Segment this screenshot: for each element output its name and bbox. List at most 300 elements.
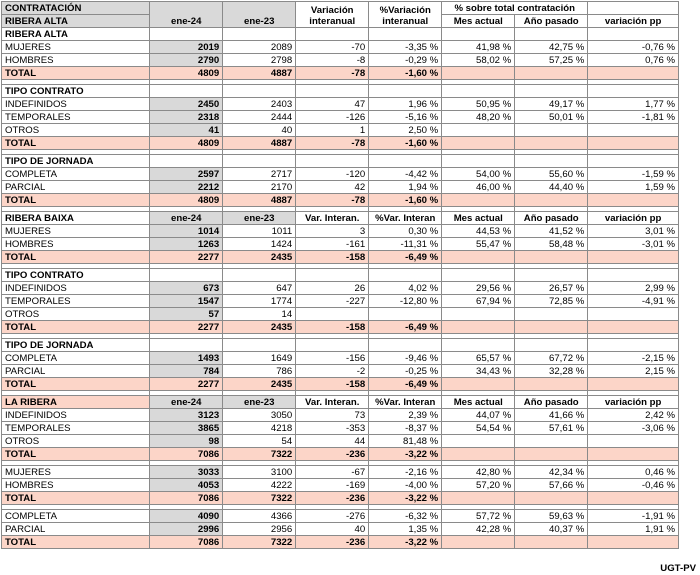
section-header-cell xyxy=(223,269,296,282)
table-row xyxy=(2,124,679,137)
col-header-pct-variacion: %Variación interanual xyxy=(369,2,442,28)
value-cell: 3100 xyxy=(223,466,296,479)
table-row xyxy=(2,238,679,251)
col-header-ene24: ene-24 xyxy=(150,2,223,28)
value-cell: -1,81 % xyxy=(588,111,679,124)
section-header-cell: %Var. Interan xyxy=(369,212,442,225)
value-cell: 2,42 % xyxy=(588,409,679,422)
value-cell: -78 xyxy=(296,137,369,150)
section-header-cell: Var. Interan. xyxy=(296,212,369,225)
section-header-cell xyxy=(442,28,515,41)
value-cell: -1,60 % xyxy=(369,194,442,207)
table-row xyxy=(2,479,679,492)
value-cell: 7322 xyxy=(223,448,296,461)
value-cell: 3123 xyxy=(150,409,223,422)
value-cell xyxy=(515,448,588,461)
value-cell: -1,91 % xyxy=(588,510,679,523)
col-header-mes-actual: Mes actual xyxy=(442,15,515,28)
value-cell: 57 xyxy=(150,308,223,321)
value-cell: 41,66 % xyxy=(515,409,588,422)
col-header-ene23: ene-23 xyxy=(223,2,296,28)
value-cell xyxy=(515,378,588,391)
value-cell: 44,07 % xyxy=(442,409,515,422)
value-cell: 47 xyxy=(296,98,369,111)
value-cell: 1774 xyxy=(223,295,296,308)
value-cell: -1,60 % xyxy=(369,137,442,150)
row-label: COMPLETA xyxy=(2,510,150,523)
section-header-cell: ene-24 xyxy=(150,396,223,409)
value-cell xyxy=(442,308,515,321)
value-cell: 50,95 % xyxy=(442,98,515,111)
value-cell: 2790 xyxy=(150,54,223,67)
value-cell: 4,02 % xyxy=(369,282,442,295)
value-cell: 81,48 % xyxy=(369,435,442,448)
value-cell: 44 xyxy=(296,435,369,448)
table-row xyxy=(2,510,679,523)
value-cell: 3,01 % xyxy=(588,225,679,238)
total-row xyxy=(2,448,679,461)
table-row xyxy=(2,54,679,67)
value-cell: 54 xyxy=(223,435,296,448)
row-label: TOTAL xyxy=(2,321,150,334)
value-cell: -158 xyxy=(296,251,369,264)
value-cell: -2,16 % xyxy=(369,466,442,479)
value-cell: -12,80 % xyxy=(369,295,442,308)
value-cell: -120 xyxy=(296,168,369,181)
value-cell: -4,42 % xyxy=(369,168,442,181)
value-cell: 2403 xyxy=(223,98,296,111)
value-cell: 2,15 % xyxy=(588,365,679,378)
value-cell xyxy=(588,67,679,80)
value-cell: 54,54 % xyxy=(442,422,515,435)
table-row xyxy=(2,282,679,295)
value-cell: 2956 xyxy=(223,523,296,536)
value-cell: 44,40 % xyxy=(515,181,588,194)
value-cell: 4218 xyxy=(223,422,296,435)
value-cell xyxy=(588,194,679,207)
value-cell: 2212 xyxy=(150,181,223,194)
value-cell: -3,06 % xyxy=(588,422,679,435)
row-label: COMPLETA xyxy=(2,352,150,365)
value-cell xyxy=(369,308,442,321)
value-cell: -3,01 % xyxy=(588,238,679,251)
value-cell: 2277 xyxy=(150,251,223,264)
row-label: INDEFINIDOS xyxy=(2,409,150,422)
section-header-cell xyxy=(369,155,442,168)
section-header-cell: Año pasado xyxy=(515,212,588,225)
table-row xyxy=(2,181,679,194)
section-header-cell xyxy=(223,85,296,98)
section-header-cell xyxy=(588,269,679,282)
row-label: TOTAL xyxy=(2,67,150,80)
value-cell: 2435 xyxy=(223,321,296,334)
section-header-cell xyxy=(515,269,588,282)
value-cell: 2798 xyxy=(223,54,296,67)
section-header-cell xyxy=(515,85,588,98)
row-label: MUJERES xyxy=(2,466,150,479)
value-cell: 7086 xyxy=(150,492,223,505)
section-header-cell: Var. Interan. xyxy=(296,396,369,409)
section-title-row xyxy=(2,155,679,168)
row-label: INDEFINIDOS xyxy=(2,282,150,295)
table-row xyxy=(2,466,679,479)
value-cell: -67 xyxy=(296,466,369,479)
section-header-cell xyxy=(223,339,296,352)
value-cell: 2450 xyxy=(150,98,223,111)
value-cell xyxy=(588,137,679,150)
value-cell: -158 xyxy=(296,321,369,334)
value-cell xyxy=(296,308,369,321)
section-header-cell: ene-23 xyxy=(223,396,296,409)
section-header-cell: ene-24 xyxy=(150,212,223,225)
value-cell xyxy=(515,67,588,80)
value-cell: -0,76 % xyxy=(588,41,679,54)
row-label: TEMPORALES xyxy=(2,295,150,308)
value-cell: -161 xyxy=(296,238,369,251)
value-cell: -0,29 % xyxy=(369,54,442,67)
section-title-row xyxy=(2,339,679,352)
value-cell: -3,22 % xyxy=(369,492,442,505)
value-cell: 40,37 % xyxy=(515,523,588,536)
value-cell: -2 xyxy=(296,365,369,378)
row-label: HOMBRES xyxy=(2,54,150,67)
row-label: PARCIAL xyxy=(2,523,150,536)
section-header-cell xyxy=(442,155,515,168)
value-cell: 4809 xyxy=(150,137,223,150)
value-cell: -0,46 % xyxy=(588,479,679,492)
value-cell: -8 xyxy=(296,54,369,67)
value-cell: 44,53 % xyxy=(442,225,515,238)
value-cell: 7322 xyxy=(223,492,296,505)
value-cell: 2,99 % xyxy=(588,282,679,295)
row-label: HOMBRES xyxy=(2,479,150,492)
value-cell xyxy=(442,67,515,80)
table-row xyxy=(2,435,679,448)
value-cell: 3033 xyxy=(150,466,223,479)
section-header-cell xyxy=(442,339,515,352)
value-cell: 1,94 % xyxy=(369,181,442,194)
value-cell xyxy=(515,137,588,150)
value-cell: 40 xyxy=(223,124,296,137)
value-cell: 3865 xyxy=(150,422,223,435)
value-cell: 2170 xyxy=(223,181,296,194)
section-header-cell xyxy=(442,269,515,282)
section-title: TIPO CONTRATO xyxy=(2,269,150,282)
value-cell: 73 xyxy=(296,409,369,422)
value-cell xyxy=(442,492,515,505)
section-header-cell: Mes actual xyxy=(442,396,515,409)
row-label: COMPLETA xyxy=(2,168,150,181)
value-cell xyxy=(515,435,588,448)
table-row xyxy=(2,295,679,308)
value-cell: 2717 xyxy=(223,168,296,181)
total-row xyxy=(2,378,679,391)
value-cell: 41 xyxy=(150,124,223,137)
section-header-cell xyxy=(588,28,679,41)
table-row xyxy=(2,168,679,181)
value-cell: 4887 xyxy=(223,67,296,80)
row-label: TOTAL xyxy=(2,194,150,207)
value-cell: 2318 xyxy=(150,111,223,124)
section-title-row xyxy=(2,396,679,409)
section-title: TIPO CONTRATO xyxy=(2,85,150,98)
total-row xyxy=(2,251,679,264)
value-cell: -6,49 % xyxy=(369,378,442,391)
value-cell xyxy=(588,378,679,391)
col-header-variacion-pp: variación pp xyxy=(588,15,679,28)
table-title: CONTRATACIÓN xyxy=(2,2,150,15)
value-cell: 4809 xyxy=(150,194,223,207)
section-header-cell: Mes actual xyxy=(442,212,515,225)
value-cell: 1493 xyxy=(150,352,223,365)
value-cell xyxy=(588,308,679,321)
value-cell: 7086 xyxy=(150,448,223,461)
value-cell: 40 xyxy=(296,523,369,536)
row-label: MUJERES xyxy=(2,41,150,54)
value-cell xyxy=(515,321,588,334)
value-cell: 42,34 % xyxy=(515,466,588,479)
value-cell: 67,72 % xyxy=(515,352,588,365)
section-title-row xyxy=(2,269,679,282)
row-label: MUJERES xyxy=(2,225,150,238)
value-cell: 42,80 % xyxy=(442,466,515,479)
value-cell: -70 xyxy=(296,41,369,54)
row-label: TOTAL xyxy=(2,536,150,549)
value-cell: -236 xyxy=(296,492,369,505)
value-cell xyxy=(515,308,588,321)
value-cell: 42 xyxy=(296,181,369,194)
value-cell: 2019 xyxy=(150,41,223,54)
value-cell xyxy=(588,435,679,448)
table-row xyxy=(2,422,679,435)
value-cell: 58,02 % xyxy=(442,54,515,67)
value-cell: 57,72 % xyxy=(442,510,515,523)
value-cell: -1,60 % xyxy=(369,67,442,80)
table-row xyxy=(2,523,679,536)
section-header-cell xyxy=(588,85,679,98)
value-cell xyxy=(588,448,679,461)
value-cell: 1263 xyxy=(150,238,223,251)
value-cell: 48,20 % xyxy=(442,111,515,124)
row-label: INDEFINIDOS xyxy=(2,98,150,111)
value-cell xyxy=(442,435,515,448)
section-title-row xyxy=(2,85,679,98)
table-row xyxy=(2,308,679,321)
row-label: TOTAL xyxy=(2,137,150,150)
section-title: TIPO DE JORNADA xyxy=(2,155,150,168)
table-row xyxy=(2,352,679,365)
value-cell: -126 xyxy=(296,111,369,124)
row-label: TOTAL xyxy=(2,448,150,461)
value-cell: -9,46 % xyxy=(369,352,442,365)
value-cell: 0,46 % xyxy=(588,466,679,479)
section-header-cell xyxy=(588,155,679,168)
value-cell: -6,49 % xyxy=(369,251,442,264)
table-row xyxy=(2,41,679,54)
section-title: TIPO DE JORNADA xyxy=(2,339,150,352)
header-row-1 xyxy=(2,2,679,15)
section-title: RIBERA BAIXA xyxy=(2,212,150,225)
section-header-cell xyxy=(150,85,223,98)
value-cell: 2089 xyxy=(223,41,296,54)
value-cell xyxy=(588,536,679,549)
value-cell xyxy=(442,124,515,137)
section-header-cell xyxy=(515,155,588,168)
value-cell xyxy=(442,194,515,207)
section-header-cell xyxy=(223,155,296,168)
value-cell: 57,20 % xyxy=(442,479,515,492)
value-cell: 57,61 % xyxy=(515,422,588,435)
value-cell: 65,57 % xyxy=(442,352,515,365)
value-cell: -169 xyxy=(296,479,369,492)
value-cell: 14 xyxy=(223,308,296,321)
section-header-cell xyxy=(296,28,369,41)
section-header-cell: %Var. Interan xyxy=(369,396,442,409)
value-cell: 42,75 % xyxy=(515,41,588,54)
section-header-cell xyxy=(150,339,223,352)
section-header-cell: variación pp xyxy=(588,396,679,409)
value-cell: -3,35 % xyxy=(369,41,442,54)
value-cell: 2277 xyxy=(150,321,223,334)
value-cell: -78 xyxy=(296,67,369,80)
value-cell: 67,94 % xyxy=(442,295,515,308)
value-cell: -6,49 % xyxy=(369,321,442,334)
value-cell: 1,91 % xyxy=(588,523,679,536)
section-header-cell: variación pp xyxy=(588,212,679,225)
value-cell: 57,25 % xyxy=(515,54,588,67)
table-row xyxy=(2,98,679,111)
value-cell: 26 xyxy=(296,282,369,295)
footer-label: UGT-PV xyxy=(660,563,696,574)
value-cell xyxy=(442,137,515,150)
row-label: OTROS xyxy=(2,124,150,137)
total-row xyxy=(2,67,679,80)
value-cell: -78 xyxy=(296,194,369,207)
value-cell: 4366 xyxy=(223,510,296,523)
section-header-cell xyxy=(369,269,442,282)
value-cell: 786 xyxy=(223,365,296,378)
value-cell xyxy=(442,536,515,549)
section-header-cell xyxy=(150,269,223,282)
section-title-row xyxy=(2,212,679,225)
section-header-cell: Año pasado xyxy=(515,396,588,409)
value-cell: 41,98 % xyxy=(442,41,515,54)
value-cell: 4053 xyxy=(150,479,223,492)
section-title-row xyxy=(2,28,679,41)
value-cell: 7322 xyxy=(223,536,296,549)
value-cell: -1,59 % xyxy=(588,168,679,181)
value-cell: 49,17 % xyxy=(515,98,588,111)
section-header-cell xyxy=(296,155,369,168)
value-cell: -8,37 % xyxy=(369,422,442,435)
value-cell: 1649 xyxy=(223,352,296,365)
value-cell: 58,48 % xyxy=(515,238,588,251)
value-cell: 2435 xyxy=(223,251,296,264)
value-cell: 50,01 % xyxy=(515,111,588,124)
section-header-cell: ene-23 xyxy=(223,212,296,225)
value-cell xyxy=(515,251,588,264)
col-group-spacer xyxy=(588,2,679,15)
value-cell: -353 xyxy=(296,422,369,435)
value-cell: -236 xyxy=(296,448,369,461)
value-cell: 98 xyxy=(150,435,223,448)
row-label: TOTAL xyxy=(2,378,150,391)
table-row xyxy=(2,365,679,378)
value-cell: 1014 xyxy=(150,225,223,238)
section-header-cell xyxy=(369,85,442,98)
value-cell: 2,39 % xyxy=(369,409,442,422)
value-cell: 41,52 % xyxy=(515,225,588,238)
value-cell xyxy=(442,378,515,391)
value-cell: 1,35 % xyxy=(369,523,442,536)
value-cell: 1547 xyxy=(150,295,223,308)
section-title: RIBERA ALTA xyxy=(2,28,150,41)
value-cell xyxy=(442,321,515,334)
value-cell: 2,50 % xyxy=(369,124,442,137)
section-header-cell xyxy=(588,339,679,352)
value-cell: 1 xyxy=(296,124,369,137)
value-cell: 2597 xyxy=(150,168,223,181)
row-label: OTROS xyxy=(2,435,150,448)
value-cell: 4887 xyxy=(223,137,296,150)
value-cell: 59,63 % xyxy=(515,510,588,523)
total-row xyxy=(2,492,679,505)
value-cell: 0,76 % xyxy=(588,54,679,67)
value-cell: 2435 xyxy=(223,378,296,391)
value-cell: -0,25 % xyxy=(369,365,442,378)
section-header-cell xyxy=(150,28,223,41)
row-label: TOTAL xyxy=(2,492,150,505)
total-row xyxy=(2,321,679,334)
value-cell: 46,00 % xyxy=(442,181,515,194)
value-cell: 72,85 % xyxy=(515,295,588,308)
value-cell: -158 xyxy=(296,378,369,391)
value-cell xyxy=(515,536,588,549)
value-cell xyxy=(588,321,679,334)
value-cell xyxy=(515,492,588,505)
value-cell: 42,28 % xyxy=(442,523,515,536)
value-cell: -3,22 % xyxy=(369,536,442,549)
row-label: TOTAL xyxy=(2,251,150,264)
section-header-cell xyxy=(296,339,369,352)
table-row xyxy=(2,225,679,238)
value-cell: 32,28 % xyxy=(515,365,588,378)
value-cell: -2,15 % xyxy=(588,352,679,365)
total-row xyxy=(2,194,679,207)
value-cell: 29,56 % xyxy=(442,282,515,295)
col-header-variacion: Variación interanual xyxy=(296,2,369,28)
col-header-ano-pasado: Año pasado xyxy=(515,15,588,28)
value-cell: 3050 xyxy=(223,409,296,422)
section-header-cell xyxy=(442,85,515,98)
table-row xyxy=(2,409,679,422)
section-header-cell xyxy=(296,85,369,98)
value-cell xyxy=(442,251,515,264)
row-label: PARCIAL xyxy=(2,181,150,194)
value-cell xyxy=(588,124,679,137)
value-cell: 1011 xyxy=(223,225,296,238)
row-label: PARCIAL xyxy=(2,365,150,378)
section-header-cell xyxy=(515,339,588,352)
value-cell xyxy=(442,448,515,461)
row-label: OTROS xyxy=(2,308,150,321)
row-label: TEMPORALES xyxy=(2,422,150,435)
value-cell: -276 xyxy=(296,510,369,523)
value-cell: 2444 xyxy=(223,111,296,124)
value-cell: 1424 xyxy=(223,238,296,251)
value-cell: 3 xyxy=(296,225,369,238)
row-label: HOMBRES xyxy=(2,238,150,251)
